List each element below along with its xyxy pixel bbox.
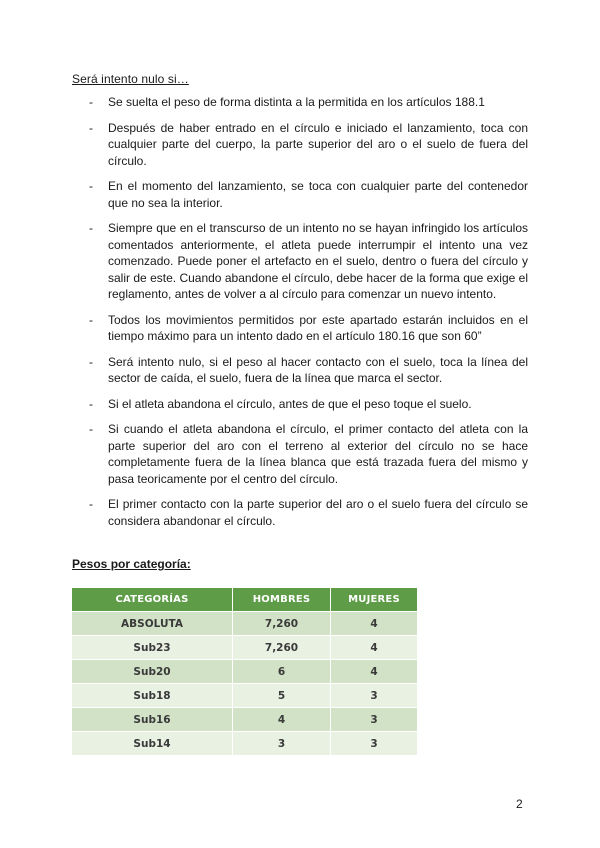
rule-text: Se suelta el peso de forma distinta a la permitida en los artículos 188.1 xyxy=(108,95,485,109)
rule-item xyxy=(72,94,528,111)
category-cell: Sub20 xyxy=(72,660,233,684)
rule-text: En el momento del lanzamiento, se toca con cualquier parte del contenedor que no sea la interior. xyxy=(108,179,528,210)
header-categories: CATEGORÍAS xyxy=(72,588,233,612)
women-weight-cell: 3 xyxy=(331,684,418,708)
rule-text: Si el atleta abandona el círculo, antes de que el peso toque el suelo. xyxy=(108,396,472,411)
rule-text: Siempre que en el transcurso de un intento no se hayan infringido los artículos comentados anteriormente, el atleta puede interrumpir el intento una vez comenzado. Puede poner el artefacto en el suelo, dentro o fuera del círculo y salir de este. Cuando abandone el círculo, debe hacer de la forma que exige el reglamento, antes de volver a al círculo para comenzar un nuevo intento. xyxy=(108,221,528,301)
table-row xyxy=(72,636,418,660)
page-number: 2 xyxy=(516,797,523,811)
men-weight-cell: 3 xyxy=(233,732,331,756)
category-cell: Sub23 xyxy=(72,636,233,660)
men-weight-cell: 7,260 xyxy=(233,612,331,636)
men-weight-cell: 5 xyxy=(233,684,331,708)
rule-item xyxy=(72,220,528,303)
men-weight-cell: 4 xyxy=(233,708,331,732)
bullet-dash: - xyxy=(89,95,93,109)
bullet-dash: - xyxy=(89,312,93,327)
rule-text: Si cuando el atleta abandona el círculo, el primer contacto del atleta con la parte superior del aro con el terreno al exterior del círculo no se hace completamente fuera de la línea blanca que está trazada fuera del mismo y pasa teoricamente por el centro del círculo. xyxy=(108,422,528,486)
header-men: HOMBRES xyxy=(233,588,331,612)
table-row xyxy=(72,612,418,636)
table-row xyxy=(72,732,418,756)
men-weight-cell: 6 xyxy=(233,660,331,684)
category-cell: Sub16 xyxy=(72,708,233,732)
rule-item xyxy=(72,354,528,387)
women-weight-cell: 4 xyxy=(331,636,418,660)
bullet-dash: - xyxy=(89,396,93,411)
rule-text: Después de haber entrado en el círculo e iniciado el lanzamiento, toca con cualquier parte del cuerpo, la parte superior del aro o el suelo de fuera del círculo. xyxy=(108,120,528,168)
table-header-row xyxy=(72,588,418,612)
category-cell: Sub18 xyxy=(72,684,233,708)
weights-table xyxy=(72,588,418,756)
rule-item xyxy=(72,178,528,211)
rule-item xyxy=(72,396,528,413)
rule-item xyxy=(72,120,528,170)
rule-item xyxy=(72,496,528,529)
bullet-dash: - xyxy=(89,422,93,436)
section-heading-null-attempt: Será intento nulo si… xyxy=(72,72,189,86)
rule-text: Todos los movimientos permitidos por este apartado estarán incluidos en el tiempo máximo para un intento dado en el artículo 180.16 que son 60” xyxy=(108,312,528,343)
bullet-dash: - xyxy=(89,221,93,235)
rule-text: Será intento nulo, si el peso al hacer contacto con el suelo, toca la línea del sector de caída, el suelo, fuera de la línea que marca el sector. xyxy=(108,354,528,385)
rule-item xyxy=(72,421,528,487)
women-weight-cell: 3 xyxy=(331,732,418,756)
null-attempt-rules-list xyxy=(72,94,528,538)
rule-item xyxy=(72,312,528,345)
bullet-dash: - xyxy=(89,120,93,135)
women-weight-cell: 3 xyxy=(331,708,418,732)
women-weight-cell: 4 xyxy=(331,660,418,684)
bullet-dash: - xyxy=(89,179,93,193)
women-weight-cell: 4 xyxy=(331,612,418,636)
men-weight-cell: 7,260 xyxy=(233,636,331,660)
table-row xyxy=(72,684,418,708)
table-row xyxy=(72,660,418,684)
bullet-dash: - xyxy=(89,354,93,369)
weights-section-title: Pesos por categoría: xyxy=(72,557,191,571)
rule-text: El primer contacto con la parte superior del aro o el suelo fuera del círculo se considera abandonar el círculo. xyxy=(108,497,528,528)
bullet-dash: - xyxy=(89,497,93,511)
table-row xyxy=(72,708,418,732)
header-women: MUJERES xyxy=(331,588,418,612)
category-cell: Sub14 xyxy=(72,732,233,756)
category-cell: ABSOLUTA xyxy=(72,612,233,636)
